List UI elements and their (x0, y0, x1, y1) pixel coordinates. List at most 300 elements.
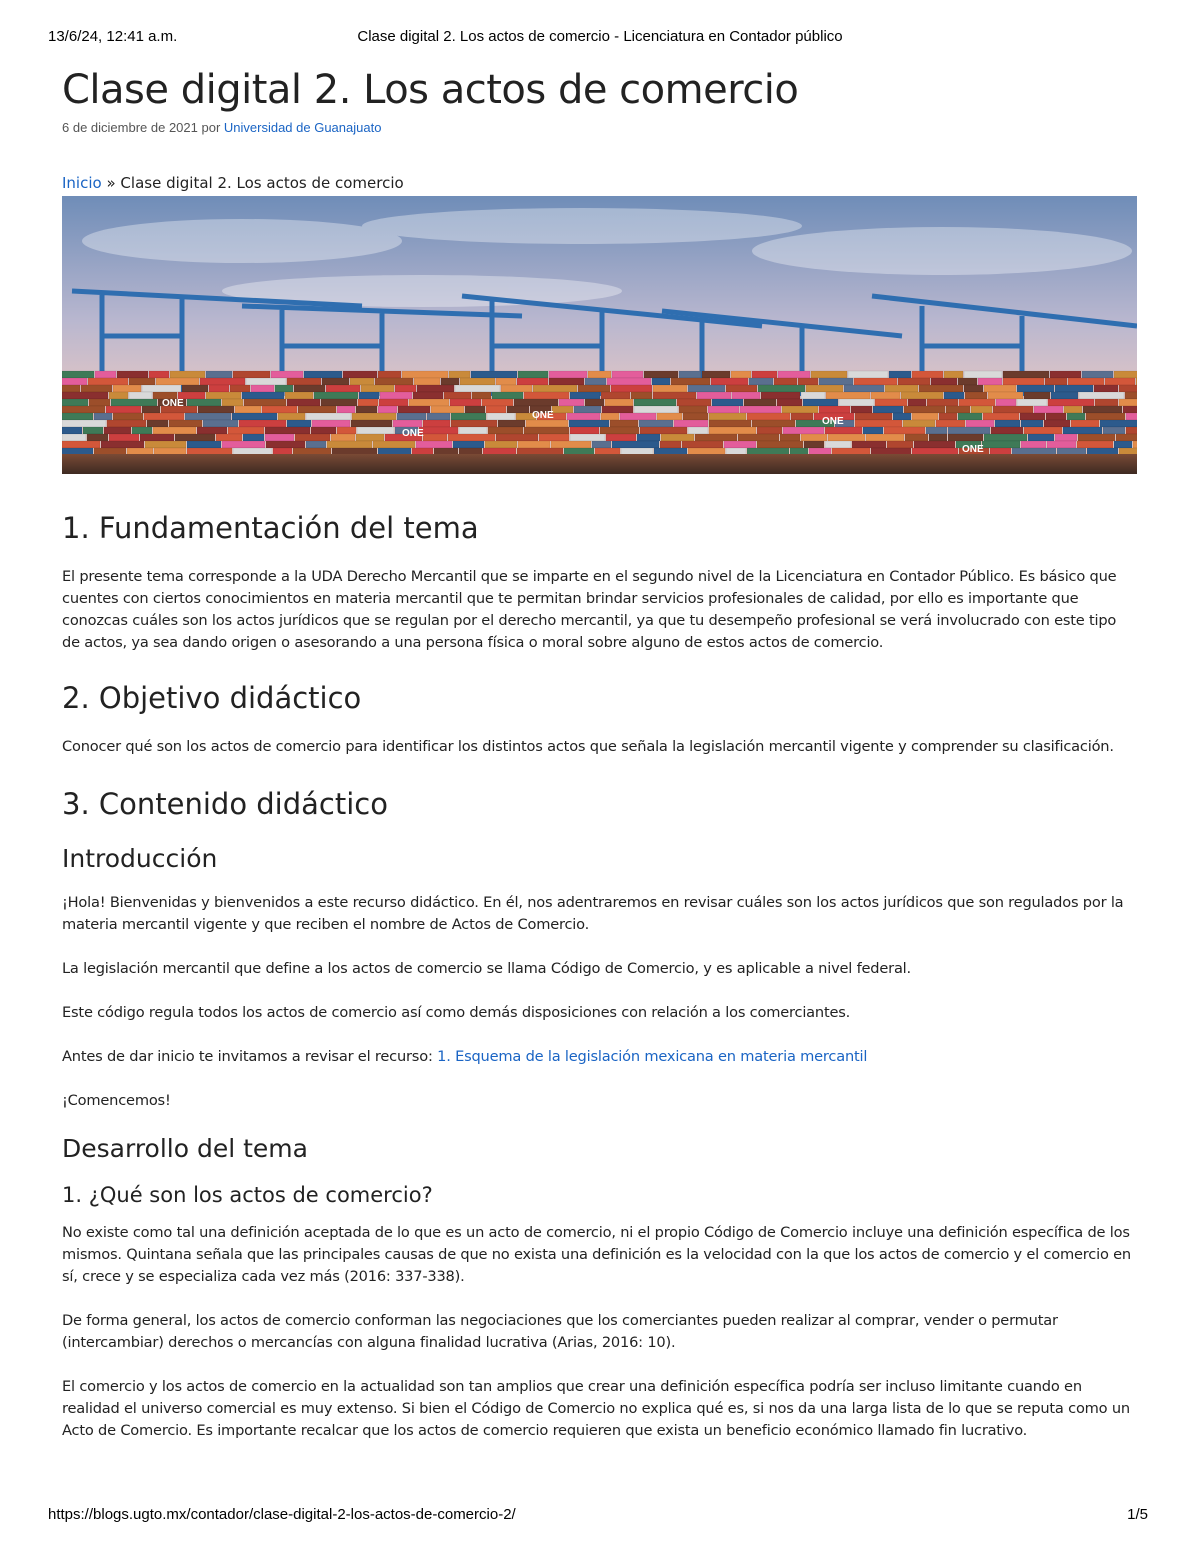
fundamentacion-paragraph: El presente tema corresponde a la UDA Derecho Mercantil que se imparte en el segundo nivel de la Licenciatura en Contador Público. Es básico que cuentes con ciertos conocimientos en materia mercantil que te permitan brindar servicios profesionales de calidad, por ello es importante que conozcas cuáles son los actos jurídicos que se regulan por el derecho mercantil, ya que tu desempeño profesional se verá involucrado con este tipo de actos, ya sea dando origen o asesorando a una persona física o moral sobre alguno de estos actos de comercio. (62, 568, 1117, 651)
container-block (804, 441, 824, 448)
container-block (89, 399, 110, 406)
container-block (379, 399, 408, 406)
container-block (471, 371, 517, 378)
container-block (671, 378, 710, 385)
container-block (287, 399, 320, 406)
container-block (294, 385, 325, 392)
container-block (791, 413, 813, 420)
container-block (688, 448, 725, 455)
breadcrumb (62, 174, 1137, 194)
container-block (854, 378, 897, 385)
container-block (1119, 399, 1137, 406)
container-block (601, 392, 630, 399)
container-block (62, 385, 80, 392)
container-block (564, 448, 594, 455)
container-block (434, 448, 458, 455)
container-block (233, 448, 272, 455)
container-block (758, 385, 805, 392)
container-block (517, 448, 563, 455)
container-block (640, 427, 687, 434)
container-block (88, 378, 128, 385)
desarrollo-heading: Desarrollo del tema (62, 1134, 308, 1163)
container-block (206, 392, 241, 399)
container-block (903, 420, 935, 427)
container-block (1045, 378, 1067, 385)
container-block (278, 413, 305, 420)
container-block (711, 378, 748, 385)
container-block (460, 378, 495, 385)
container-block (187, 399, 221, 406)
resource-link-esquema[interactable]: 1. Esquema de la legislación mexicana en materia mercantil (437, 1048, 868, 1065)
container-block (459, 448, 482, 455)
container-block (749, 378, 773, 385)
container-block (144, 413, 184, 420)
container-block (682, 441, 723, 448)
container-block (826, 392, 870, 399)
container-block (1012, 448, 1056, 455)
container-block (1064, 406, 1082, 413)
container-block (182, 385, 208, 392)
container-logo-text: ONE (532, 410, 554, 421)
container-block (449, 371, 470, 378)
container-block (62, 413, 93, 420)
container-block (612, 441, 659, 448)
container-block (271, 371, 303, 378)
container-block (747, 413, 790, 420)
container-block (1003, 371, 1049, 378)
container-block (634, 406, 678, 413)
container-block (679, 371, 701, 378)
container-block (62, 399, 88, 406)
container-block (1024, 427, 1062, 434)
container-block (412, 448, 433, 455)
container-block (931, 378, 957, 385)
container-block (677, 399, 711, 406)
container-block (757, 441, 803, 448)
container-block (153, 427, 196, 434)
container-block (265, 427, 310, 434)
container-block (631, 392, 652, 399)
container-block (592, 441, 611, 448)
container-block (1068, 378, 1104, 385)
container-block (62, 427, 82, 434)
intro-paragraph-4 (62, 1046, 1137, 1068)
container-block (337, 427, 356, 434)
container-block (971, 406, 992, 413)
container-block (782, 406, 818, 413)
container-block (901, 392, 943, 399)
container-block (774, 378, 797, 385)
container-block (606, 434, 636, 441)
container-block (459, 427, 487, 434)
container-block (1071, 420, 1099, 427)
container-block (567, 413, 600, 420)
container-block (197, 427, 227, 434)
container-block (251, 385, 274, 392)
container-block (107, 420, 146, 427)
container-block (549, 371, 587, 378)
container-block (637, 434, 660, 441)
container-block (948, 427, 990, 434)
container-block (409, 399, 449, 406)
container-block (828, 434, 865, 441)
container-block (109, 392, 128, 399)
container-block (62, 371, 94, 378)
container-block (1044, 420, 1070, 427)
container-block (1021, 441, 1046, 448)
container-block (448, 434, 495, 441)
container-block (570, 427, 599, 434)
container-block (801, 392, 825, 399)
container-block (262, 406, 297, 413)
container-block (413, 392, 443, 399)
container-block (453, 441, 484, 448)
container-block (359, 392, 379, 399)
container-block (1051, 392, 1078, 399)
container-block (1034, 406, 1063, 413)
container-block (559, 399, 584, 406)
container-block (551, 441, 591, 448)
container-block (266, 441, 305, 448)
container-block (314, 392, 358, 399)
container-block (1063, 427, 1102, 434)
container-block (451, 420, 497, 427)
container-block (1057, 448, 1086, 455)
container-block (1055, 434, 1077, 441)
container-block (1095, 399, 1118, 406)
container-block (498, 420, 525, 427)
container-block (81, 385, 112, 392)
container-block (778, 371, 810, 378)
container-block (203, 420, 238, 427)
container-block (142, 406, 160, 413)
container-block (600, 427, 639, 434)
container-block (652, 378, 670, 385)
container-block (129, 378, 155, 385)
container-block (106, 406, 141, 413)
container-block (683, 413, 708, 420)
container-block (1078, 434, 1115, 441)
container-block (327, 441, 372, 448)
container-block (209, 385, 229, 392)
container-block (964, 371, 1002, 378)
container-block (653, 385, 687, 392)
container-block (427, 413, 450, 420)
container-block (518, 441, 550, 448)
container-block (285, 392, 313, 399)
container-block (731, 371, 751, 378)
container-block (149, 371, 169, 378)
container-block (1136, 378, 1137, 385)
container-block (232, 413, 277, 420)
container-block (1017, 399, 1047, 406)
container-block (809, 448, 831, 455)
container-block (726, 385, 757, 392)
container-block (517, 378, 548, 385)
container-block (887, 441, 913, 448)
article-title: Clase digital 2. Los actos de comercio (62, 67, 799, 113)
container-block (570, 434, 605, 441)
container-block (62, 420, 106, 427)
desarrollo-paragraph-1: No existe como tal una definición aceptada de lo que es un acto de comercio, ni el propio Código de Comercio incluye una definición específica de los mismos. Quintana señala que las principales causas de que no exista una definición es la velocidad con la que los actos de comercio y el comercio en sí, crece y se especializa cada vez más (2016: 337-338). (62, 1224, 1131, 1285)
container-block (904, 406, 945, 413)
container-block (1046, 413, 1066, 420)
container-block (298, 406, 336, 413)
container-block (585, 399, 604, 406)
container-block (653, 392, 696, 399)
container-block (978, 378, 1002, 385)
container-block (602, 406, 633, 413)
container-block (612, 371, 643, 378)
container-block (147, 420, 168, 427)
container-block (939, 413, 957, 420)
container-block (295, 434, 330, 441)
hero-image-port-containers (62, 196, 1137, 474)
container-block (94, 413, 112, 420)
container-block (919, 385, 963, 392)
container-block (94, 448, 126, 455)
article-meta (62, 120, 1137, 140)
container-block (487, 413, 515, 420)
container-block (708, 406, 739, 413)
container-block (1083, 406, 1122, 413)
container-block (524, 392, 569, 399)
container-block (790, 448, 808, 455)
container-block (1119, 385, 1137, 392)
container-block (984, 434, 1027, 441)
section-heading-objetivo: 2. Objetivo didáctico (62, 681, 362, 715)
container-block (332, 448, 377, 455)
container-block (1079, 392, 1124, 399)
container-block (605, 399, 633, 406)
container-block (514, 399, 558, 406)
container-block (539, 434, 569, 441)
container-block (825, 427, 862, 434)
breadcrumb-separator: » (101, 174, 121, 192)
container-block (757, 427, 782, 434)
container-block (380, 392, 412, 399)
container-block (988, 392, 1023, 399)
container-block (898, 378, 930, 385)
container-block (893, 413, 911, 420)
container-block (109, 434, 139, 441)
container-block (848, 371, 888, 378)
container-block (451, 413, 486, 420)
container-block (431, 406, 464, 413)
container-block (929, 434, 947, 441)
container-block (732, 392, 760, 399)
container-block (127, 448, 153, 455)
container-block (378, 448, 411, 455)
container-block (825, 441, 851, 448)
objetivo-paragraph: Conocer qué son los actos de comercio para identificar los distintos actos que señala la legislación mercantil vigente y comprender su clasificación. (62, 738, 1114, 755)
print-url: https://blogs.ugto.mx/contador/clase-digital-2-los-actos-de-comercio-2/ (48, 1506, 516, 1523)
container-block (926, 427, 947, 434)
breadcrumb-home-link[interactable]: Inicio (62, 174, 102, 192)
container-block (293, 448, 331, 455)
container-block (946, 406, 970, 413)
container-block (483, 448, 516, 455)
container-block (944, 392, 964, 399)
container-block (866, 434, 904, 441)
container-block (621, 448, 653, 455)
intro-paragraph-3: Este código regula todos los actos de comercio así como demás disposiciones con relación a los comerciantes. (62, 1004, 851, 1021)
container-block (129, 392, 152, 399)
container-block (492, 392, 523, 399)
container-block (688, 385, 725, 392)
container-block (569, 420, 609, 427)
container-block (246, 378, 286, 385)
container-block (801, 434, 827, 441)
container-block (414, 378, 440, 385)
container-block (1050, 371, 1081, 378)
container-block (549, 378, 584, 385)
article-date: 6 de diciembre de 2021 por (62, 120, 224, 135)
container-block (496, 434, 538, 441)
container-block (1082, 371, 1113, 378)
container-block (1119, 448, 1137, 455)
author-link[interactable]: Universidad de Guanajuato (223, 120, 382, 135)
container-block (1094, 385, 1118, 392)
container-block (507, 406, 529, 413)
container-block (811, 371, 847, 378)
container-block (239, 420, 286, 427)
container-block (1020, 413, 1045, 420)
container-block (312, 420, 350, 427)
container-block (595, 448, 620, 455)
container-block (306, 441, 326, 448)
container-logo-text: ONE (402, 428, 424, 439)
container-block (578, 385, 610, 392)
container-block (798, 378, 818, 385)
container-block (607, 378, 651, 385)
container-block (761, 392, 800, 399)
container-block (875, 399, 907, 406)
container-block (908, 399, 926, 406)
container-block (1100, 420, 1137, 427)
container-block (402, 371, 448, 378)
container-block (1024, 392, 1050, 399)
container-block (936, 420, 965, 427)
desarrollo-paragraph-3: El comercio y los actos de comercio en la actualidad son tan amplios que crear una definición específica podría ser incluso limitante cuando en realidad el universo comercial es muy extenso. Si bien el Código de Comercio no explica qué es, si nos da una larga lista de lo que se reputa como un Acto de Comercio. Es importante recalcar que los actos de comercio requieren que exista un beneficio económico llamado fin lucrativo. (62, 1378, 1130, 1439)
container-block (273, 448, 292, 455)
container-block (230, 385, 250, 392)
container-block (62, 406, 105, 413)
container-block (450, 399, 481, 406)
container-block (863, 427, 883, 434)
container-block (966, 420, 994, 427)
print-page-title: Clase digital 2. Los actos de comercio - Licenciatura en Contador público (357, 28, 843, 45)
container-block (674, 420, 708, 427)
intro-paragraph-2: La legislación mercantil que define a los actos de comercio se llama Código de Comercio, y es aplicable a nivel federal. (62, 960, 911, 977)
container-block (306, 413, 351, 420)
container-block (485, 441, 517, 448)
container-block (187, 441, 221, 448)
container-block (111, 399, 157, 406)
container-block (244, 399, 286, 406)
container-block (145, 441, 186, 448)
section-heading-contenido: 3. Contenido didáctico (62, 787, 388, 821)
container-block (611, 385, 652, 392)
container-block (175, 434, 215, 441)
question-heading-1: 1. ¿Qué son los actos de comercio? (62, 1183, 433, 1207)
container-block (337, 406, 355, 413)
container-block (1017, 385, 1054, 392)
container-block (518, 371, 548, 378)
container-block (654, 448, 687, 455)
container-block (948, 434, 983, 441)
container-block (533, 385, 577, 392)
container-block (242, 392, 284, 399)
container-block (993, 406, 1033, 413)
container-block (1003, 378, 1044, 385)
container-block (156, 378, 199, 385)
container-block (62, 378, 87, 385)
container-block (927, 399, 958, 406)
container-block (62, 441, 100, 448)
container-block (350, 378, 374, 385)
container-block (905, 434, 928, 441)
container-block (83, 427, 103, 434)
container-block (113, 413, 143, 420)
container-block (222, 441, 265, 448)
section-heading-fundamentacion: 1. Fundamentación del tema (62, 511, 479, 545)
container-block (1114, 441, 1132, 448)
container-block (644, 371, 678, 378)
container-block (216, 434, 242, 441)
container-block (113, 385, 141, 392)
container-block (777, 399, 802, 406)
container-block (639, 420, 673, 427)
container-block (738, 434, 779, 441)
container-block (803, 399, 838, 406)
container-block (1105, 378, 1135, 385)
container-block (783, 427, 824, 434)
container-block (889, 371, 911, 378)
container-block (373, 441, 415, 448)
container-block (1126, 413, 1137, 420)
container-block (198, 406, 234, 413)
container-block (1125, 392, 1137, 399)
container-block (393, 420, 422, 427)
container-block (806, 385, 843, 392)
container-block (1116, 434, 1137, 441)
container-block (142, 385, 181, 392)
container-block (501, 385, 532, 392)
container-block (287, 420, 311, 427)
container-block (395, 385, 416, 392)
container-block (990, 448, 1011, 455)
container-block (419, 427, 458, 434)
container-block (709, 427, 756, 434)
container-block (1067, 413, 1085, 420)
container-block (585, 378, 606, 385)
container-block (855, 420, 902, 427)
container-block (991, 427, 1023, 434)
container-block (1086, 413, 1125, 420)
container-block (871, 392, 900, 399)
container-block (724, 441, 756, 448)
container-block (1077, 441, 1113, 448)
container-block (417, 385, 454, 392)
container-block (87, 434, 108, 441)
container-block (1133, 441, 1137, 448)
container-block (101, 441, 144, 448)
container-block (441, 378, 459, 385)
container-block (912, 413, 938, 420)
container-block (660, 441, 681, 448)
container-block (695, 434, 737, 441)
